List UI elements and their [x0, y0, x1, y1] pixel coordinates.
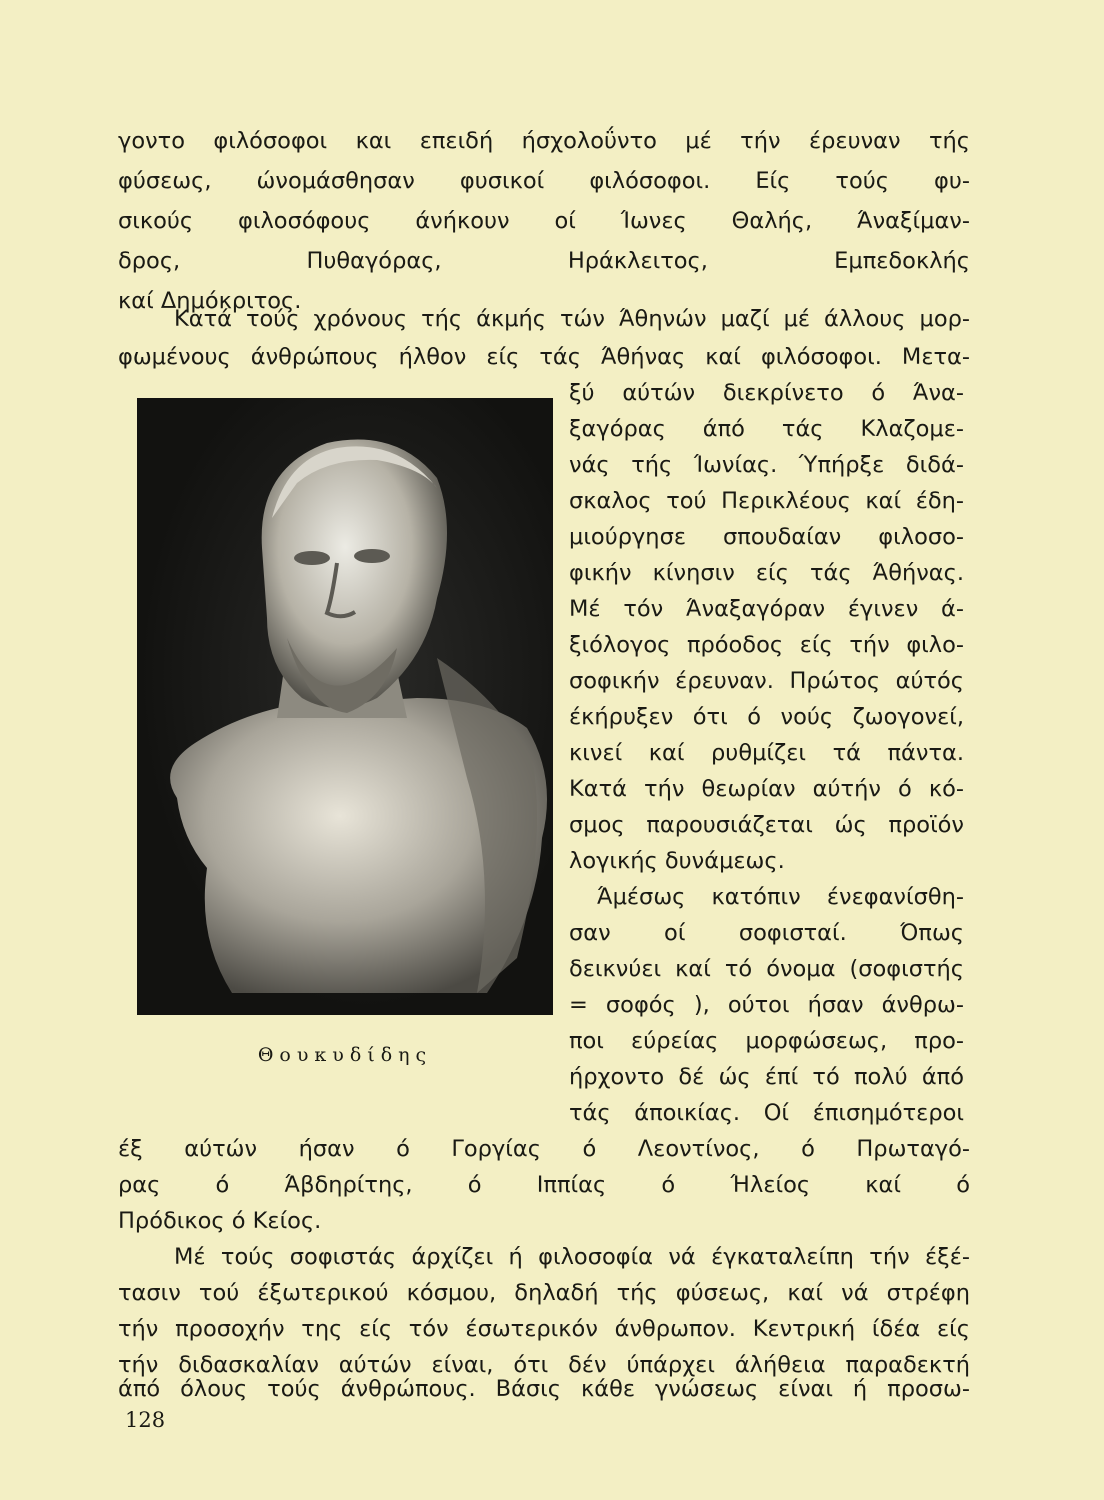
text-line: ποι εύρείας μορφώσεως, προ- — [569, 1028, 964, 1054]
text-line: λογικής δυνάμεως. — [569, 848, 785, 874]
text-line: έξ αύτών ήσαν ό Γοργίας ό Λεοντίνος, ό Πρωταγό- — [118, 1136, 970, 1162]
text-line: Κατά τήν θεωρίαν αύτήν ό κό- — [569, 776, 964, 802]
text-line: φικήν κίνησιν είς τάς Άθήνας. — [569, 560, 964, 586]
text-line: σαν οί σοφισταί. Όπως — [569, 920, 964, 946]
text-line: φύσεως, ώνομάσθησαν φυσικοί φιλόσοφοι. Είς τούς φυ- — [118, 168, 970, 194]
bust-portrait-image — [137, 398, 553, 1015]
text-line: σικούς φιλοσόφους άνήκουν οί Ίωνες Θαλής, Άναξίμαν- — [118, 208, 970, 234]
text-line: τασιν τού έξωτερικού κόσμου, δηλαδή τής φύσεως, καί νά στρέφη — [118, 1280, 970, 1306]
text-line: σοφικήν έρευναν. Πρώτος αύτός — [569, 668, 964, 694]
text-line: σμος παρουσιάζεται ώς προϊόν — [569, 812, 964, 838]
text-line: ξύ αύτών διεκρίνετο ό Άνα- — [569, 380, 964, 406]
text-line: Πρόδικος ό Κείος. — [118, 1208, 322, 1234]
text-line: Μέ τούς σοφιστάς άρχίζει ή φιλοσοφία νά έγκαταλείπη τήν έξέ- — [174, 1244, 970, 1270]
text-line: ήρχοντο δέ ώς έπί τό πολύ άπό — [569, 1064, 964, 1090]
bust-illustration — [137, 398, 553, 1015]
text-line: Άμέσως κατόπιν ένεφανίσθη- — [597, 884, 964, 910]
text-line: ξιόλογος πρόοδος είς τήν φιλο- — [569, 632, 964, 658]
text-line: δεικνύει καί τό όνομα (σοφιστής — [569, 956, 964, 982]
text-line: τάς άποικίας. Οί έπισημότεροι — [569, 1100, 964, 1126]
figure-caption: Θουκυδίδης — [257, 1044, 433, 1066]
text-line: νάς τής Ίωνίας. Ύπήρξε διδά- — [569, 452, 964, 478]
text-line: φωμένους άνθρώπους ήλθον είς τάς Άθήνας καί φιλόσοφοι. Μετα- — [118, 344, 970, 370]
text-line: ξαγόρας άπό τάς Κλαζομε- — [569, 416, 964, 442]
text-line: ρας ό Άβδηρίτης, ό Ιππίας ό Ήλείος καί ό — [118, 1172, 970, 1198]
text-line: τήν προσοχήν της είς τόν έσωτερικόν άνθρωπον. Κεντρική ίδέα είς — [118, 1316, 970, 1342]
text-line: = σοφός ), ούτοι ήσαν άνθρω- — [569, 992, 964, 1018]
text-line: σκαλος τού Περικλέους καί έδη- — [569, 488, 964, 514]
text-line: έκήρυξεν ότι ό νούς ζωογονεί, — [569, 704, 964, 730]
text-line: καί Δημόκριτος. — [118, 288, 302, 314]
text-line: μιούργησε σπουδαίαν φιλοσο- — [569, 524, 964, 550]
text-line: Μέ τόν Άναξαγόραν έγινεν ά- — [569, 596, 964, 622]
text-line: τήν διδασκαλίαν αύτών είναι, ότι δέν ύπάρχει άλήθεια παραδεκτή — [118, 1352, 970, 1378]
page-number: 128 — [125, 1408, 166, 1432]
text-line: κινεί καί ρυθμίζει τά πάντα. — [569, 740, 964, 766]
text-line: άπό όλους τούς άνθρώπους. Βάσις κάθε γνώσεως είναι ή προσω- — [118, 1376, 970, 1402]
text-line: γοντο φιλόσοφοι και επειδή ήσχολοΰντο μέ τήν έρευναν τής — [118, 128, 970, 154]
text-line: δρος, Πυθαγόρας, Ηράκλειτος, Εμπεδοκλής — [118, 248, 970, 274]
text-line: Κατά τούς χρόνους τής άκμής τών Άθηνών μαζί μέ άλλους μορ- — [174, 306, 970, 332]
